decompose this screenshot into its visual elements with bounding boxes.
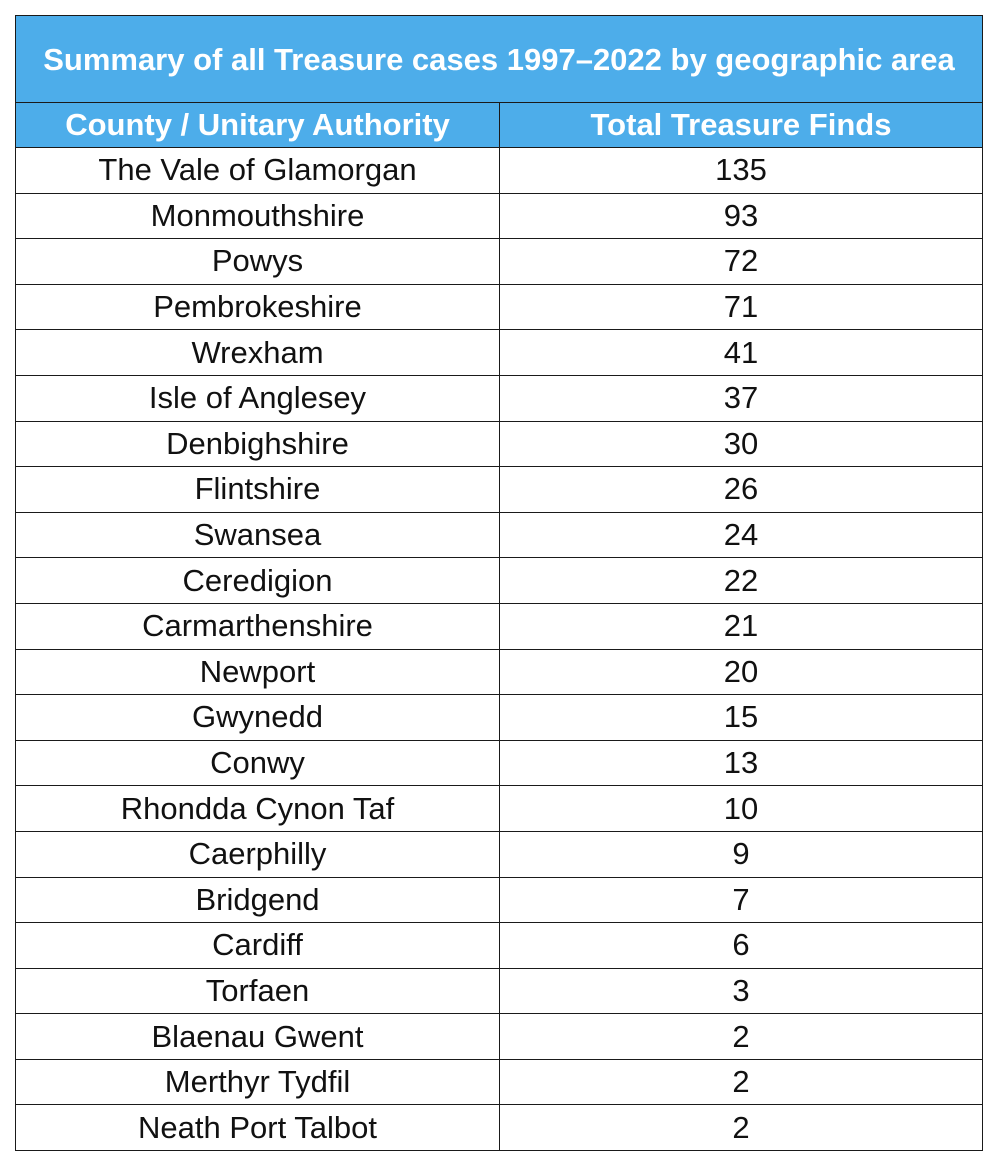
- finds-cell: 30: [500, 421, 983, 467]
- area-cell: Merthyr Tydfil: [16, 1059, 500, 1105]
- finds-cell: 22: [500, 558, 983, 604]
- finds-cell: 2: [500, 1059, 983, 1105]
- finds-cell: 41: [500, 330, 983, 376]
- area-cell: Newport: [16, 649, 500, 695]
- area-cell: Pembrokeshire: [16, 284, 500, 330]
- table-row: [16, 740, 983, 786]
- finds-cell: 37: [500, 375, 983, 421]
- table-row: [16, 193, 983, 239]
- table-header-row: [16, 103, 983, 148]
- finds-cell: 20: [500, 649, 983, 695]
- area-cell: Bridgend: [16, 877, 500, 923]
- finds-cell: 9: [500, 831, 983, 877]
- finds-cell: 2: [500, 1105, 983, 1151]
- area-cell: Rhondda Cynon Taf: [16, 786, 500, 832]
- table-title: Summary of all Treasure cases 1997–2022 by geographic area: [16, 16, 983, 103]
- finds-cell: 93: [500, 193, 983, 239]
- column-header-area: County / Unitary Authority: [16, 103, 500, 148]
- area-cell: Ceredigion: [16, 558, 500, 604]
- area-cell: Blaenau Gwent: [16, 1014, 500, 1060]
- finds-cell: 15: [500, 695, 983, 741]
- finds-cell: 24: [500, 512, 983, 558]
- table-row: [16, 558, 983, 604]
- table-row: [16, 1059, 983, 1105]
- finds-cell: 2: [500, 1014, 983, 1060]
- table-row: [16, 603, 983, 649]
- area-cell: Caerphilly: [16, 831, 500, 877]
- table-row: [16, 923, 983, 969]
- finds-cell: 13: [500, 740, 983, 786]
- table-row: [16, 1014, 983, 1060]
- table-row: [16, 649, 983, 695]
- table-row: [16, 1105, 983, 1151]
- table-row: [16, 786, 983, 832]
- treasure-summary-table-wrapper: [15, 15, 982, 1151]
- area-cell: Torfaen: [16, 968, 500, 1014]
- table-row: [16, 831, 983, 877]
- table-row: [16, 148, 983, 194]
- area-cell: Conwy: [16, 740, 500, 786]
- area-cell: Neath Port Talbot: [16, 1105, 500, 1151]
- column-header-finds: Total Treasure Finds: [500, 103, 983, 148]
- finds-cell: 71: [500, 284, 983, 330]
- finds-cell: 21: [500, 603, 983, 649]
- finds-cell: 6: [500, 923, 983, 969]
- table-row: [16, 968, 983, 1014]
- table-row: [16, 239, 983, 285]
- finds-cell: 10: [500, 786, 983, 832]
- area-cell: Swansea: [16, 512, 500, 558]
- area-cell: The Vale of Glamorgan: [16, 148, 500, 194]
- area-cell: Carmarthenshire: [16, 603, 500, 649]
- table-body: [16, 148, 983, 1151]
- table-title-row: [16, 16, 983, 103]
- table-row: [16, 375, 983, 421]
- table-row: [16, 284, 983, 330]
- area-cell: Cardiff: [16, 923, 500, 969]
- area-cell: Monmouthshire: [16, 193, 500, 239]
- area-cell: Denbighshire: [16, 421, 500, 467]
- area-cell: Wrexham: [16, 330, 500, 376]
- area-cell: Isle of Anglesey: [16, 375, 500, 421]
- area-cell: Powys: [16, 239, 500, 285]
- table-row: [16, 695, 983, 741]
- table-row: [16, 467, 983, 513]
- finds-cell: 26: [500, 467, 983, 513]
- table-row: [16, 512, 983, 558]
- table-row: [16, 330, 983, 376]
- finds-cell: 3: [500, 968, 983, 1014]
- table-row: [16, 421, 983, 467]
- finds-cell: 135: [500, 148, 983, 194]
- finds-cell: 72: [500, 239, 983, 285]
- area-cell: Flintshire: [16, 467, 500, 513]
- table-row: [16, 877, 983, 923]
- finds-cell: 7: [500, 877, 983, 923]
- area-cell: Gwynedd: [16, 695, 500, 741]
- treasure-summary-table: [15, 15, 983, 1151]
